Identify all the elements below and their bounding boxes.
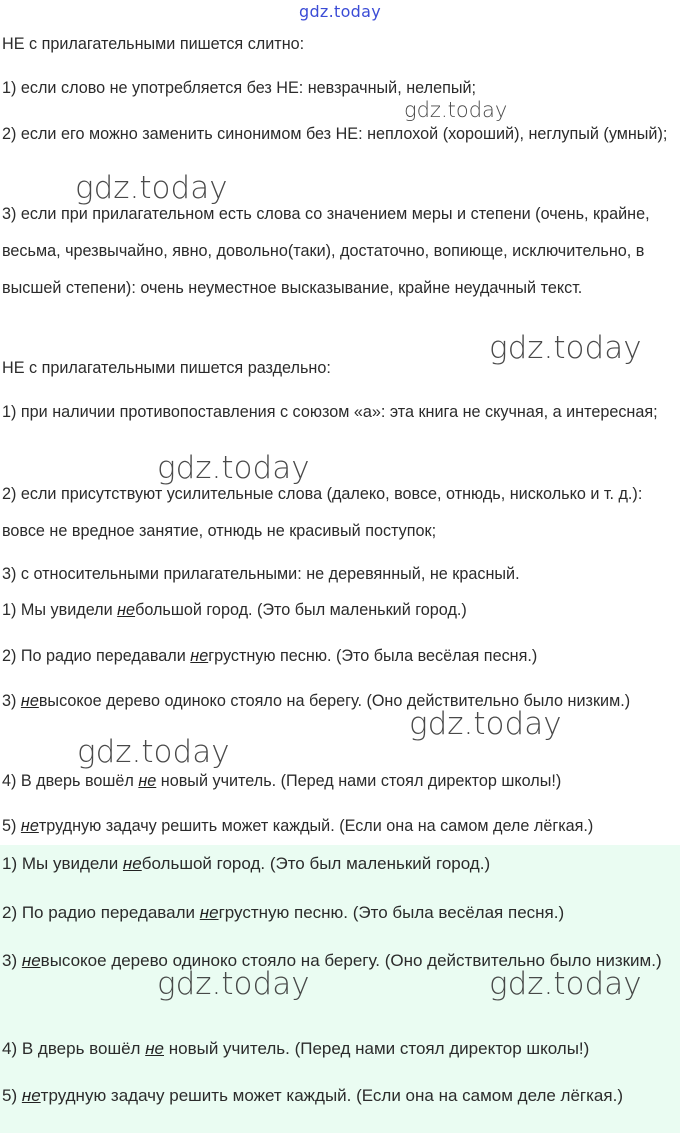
rule-together-3: 3) если при прилагательном есть слова со значением меры и степени (очень, крайне, весьма, чрезвычайно, явно, довольно(таки), достаточно, вопиюще, исключительно, в высшей степени): очень неуместное высказывание, крайне неудачный текст.	[2, 205, 650, 297]
sentence-prefix: 3)	[2, 692, 21, 710]
sentence-rest: грустную песню. (Это была весёлая песня.)	[208, 647, 538, 665]
watermark: gdz.today	[489, 966, 642, 1002]
exercise-sentence-1	[2, 592, 676, 629]
exercise-sentence-2	[2, 638, 676, 675]
ne-particle: не	[117, 601, 136, 619]
rule-together-title: НЕ с прилагательными пишется слитно:	[2, 35, 305, 53]
sentence-rest: трудную задачу решить может каждый. (Если она на самом деле лёгкая.)	[40, 1086, 623, 1105]
watermark: gdz.today	[157, 966, 310, 1002]
ne-particle: не	[20, 692, 39, 710]
sentence-prefix: 5)	[2, 817, 21, 835]
sentence-prefix: 1) Мы увидели	[2, 854, 123, 873]
sentence-prefix: 4) В дверь вошёл	[2, 1039, 146, 1058]
watermark: gdz.today	[157, 450, 310, 486]
sentence-rest: высокое дерево одиноко стояло на берегу. (Оно действительно было низким.)	[38, 692, 631, 710]
answer-sentence-1	[2, 845, 676, 882]
rule-together-2: 2) если его можно заменить синонимом без НЕ: неплохой (хороший), неглупый (умный);	[2, 125, 668, 143]
sentence-prefix: 5)	[2, 1086, 22, 1105]
answer-sentence-5	[2, 1077, 676, 1114]
sentence-rest: грустную песню. (Это была весёлая песня.)	[218, 903, 565, 922]
sentence-prefix: 3)	[2, 951, 22, 970]
watermark: gdz.today	[489, 330, 642, 366]
watermark: gdz.today	[77, 734, 230, 770]
sentence-prefix: 2) По радио передавали	[2, 647, 191, 665]
answer-sentence-4	[2, 1030, 676, 1067]
sentence-prefix: 4) В дверь вошёл	[2, 772, 139, 790]
ne-particle: не	[21, 1086, 41, 1105]
sentence-rest: большой город. (Это был маленький город.)	[135, 601, 467, 619]
answer-sentence-2	[2, 894, 676, 931]
ne-particle: не	[21, 951, 41, 970]
sentence-rest: новый учитель. (Перед нами стоял директор школы!)	[156, 772, 562, 790]
sentence-rest: новый учитель. (Перед нами стоял директор школы!)	[164, 1039, 590, 1058]
exercise-sentence-5	[2, 808, 676, 845]
ne-particle: не	[190, 647, 209, 665]
sentence-rest: высокое дерево одиноко стояло на берегу. (Оно действительно было низким.)	[40, 951, 662, 970]
ne-particle: не	[20, 817, 39, 835]
rule-separate-title: НЕ с прилагательными пишется раздельно:	[2, 359, 331, 377]
rule-separate-1: 1) при наличии противопоставления с союзом «а»: эта книга не скучная, а интересная;	[2, 403, 658, 421]
ne-particle: не	[145, 1039, 164, 1058]
rule-separate-3: 3) с относительными прилагательными: не деревянный, не красный.	[2, 565, 520, 583]
ne-particle: не	[138, 772, 157, 790]
watermark: gdz.today	[75, 170, 228, 206]
watermark: gdz.today	[409, 706, 562, 742]
sentence-prefix: 1) Мы увидели	[2, 601, 118, 619]
sentence-rest: большой город. (Это был маленький город.)	[141, 854, 491, 873]
sentence-prefix: 2) По радио передавали	[2, 903, 200, 922]
sentence-rest: трудную задачу решить может каждый. (Если она на самом деле лёгкая.)	[38, 817, 594, 835]
rule-together-1: 1) если слово не употребляется без НЕ: невзрачный, нелепый;	[2, 79, 477, 97]
ne-particle: не	[122, 854, 142, 873]
watermark: gdz.today	[404, 98, 508, 122]
exercise-sentence-3	[2, 683, 676, 720]
site-logo[interactable]: gdz.today	[299, 2, 381, 21]
ne-particle: не	[199, 903, 219, 922]
rule-separate-2: 2) если присутствуют усилительные слова (далеко, вовсе, отнюдь, нисколько и т. д.): вовсе не вредное занятие, отнюдь не красивый поступок;	[2, 485, 643, 540]
